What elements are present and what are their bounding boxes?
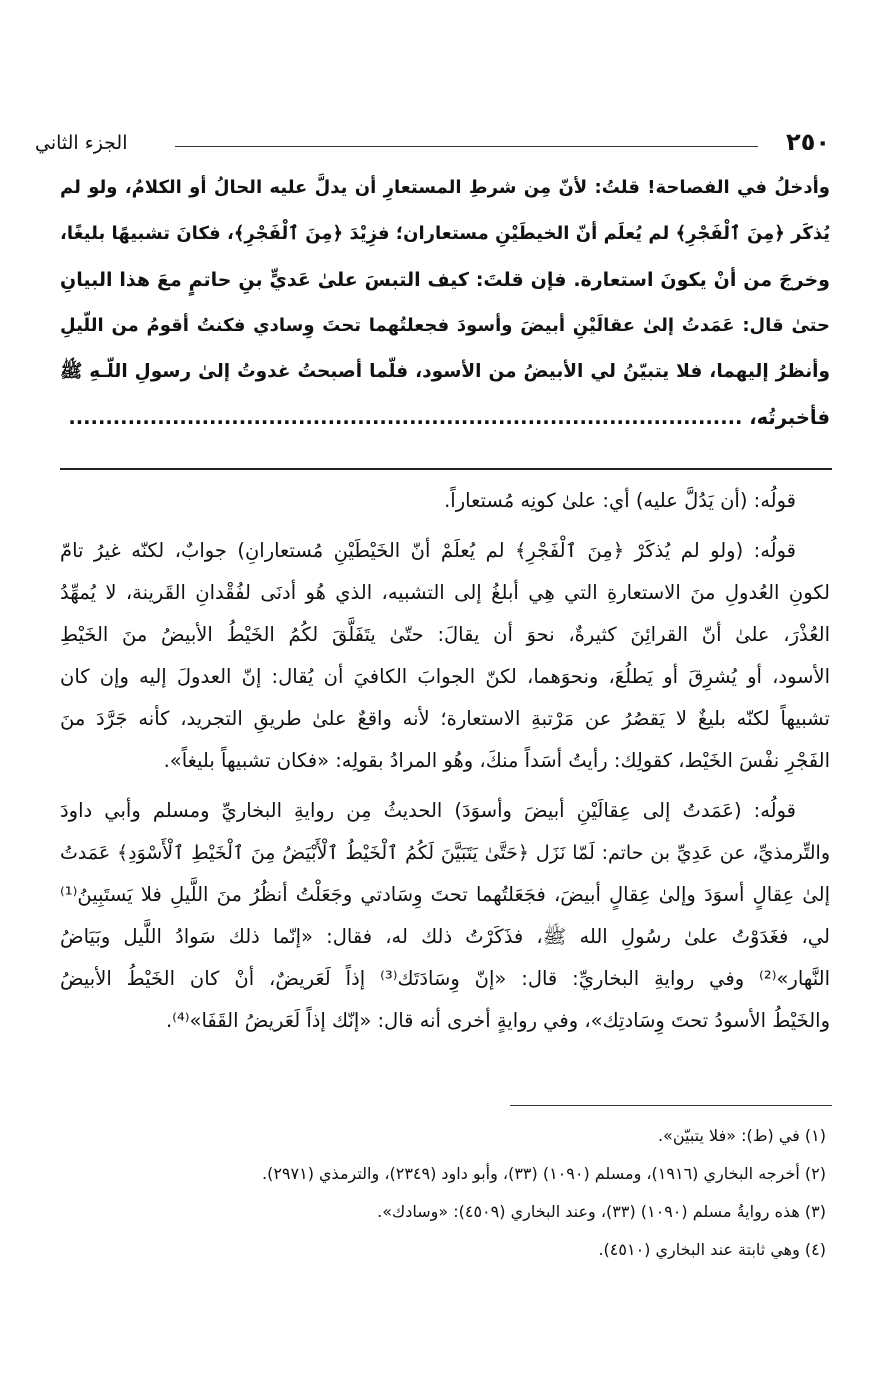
part-title: الجزء الثاني [35, 132, 128, 154]
footnotes [60, 1117, 830, 1269]
commentary-line: لكونِ العُدولِ منَ الاستعارةِ التي هِي أبلغُ إلى التشبيه، الذي هُو أدنَى لفُقْدانِ القَرينة، لا يُمهِّدُ [60, 581, 830, 604]
commentary-line: لي، فغَدَوْتُ علىٰ رسُولِ الله ﷺ، فذَكَرْتُ ذلك له، فقال: «إنّما ذلك سَوادُ اللَّيل وبَيَاضُ [60, 925, 830, 948]
running-header [35, 128, 830, 164]
main-line: يُذكَر ﴿مِنَ ٱلْفَجْرِ﴾ لم يُعلَم أنّ الخيطَيْنِ مستعاران؛ فزِيْدَ ﴿مِنَ ٱلْفَجْرِ﴾، فكانَ تشبيهًا بليغًا، [60, 223, 830, 244]
footnote: (٤) وهي ثابتة عند البخاري (٤٥١٠). [598, 1240, 826, 1259]
main-line: حتىٰ قال: عَمَدتُ إلىٰ عقالَيْنِ أبيضَ وأسودَ فجعلتُهما تحتَ وِسادي فكنتُ أقومُ من اللّيلِ [60, 315, 830, 336]
commentary-line: والخَيْطُ الأسودُ تحتَ وِسَادتِك»، وفي روايةٍ أخرى أنه قال: «إنّك إذاً لَعَريضُ القَفَا»⁽⁴⁾. [165, 1009, 830, 1032]
commentary-line: والتِّرمذيِّ، عن عَدِيِّ بن حاتم: لَمّا نَزَل ﴿حَتَّىٰ يَتَبَيَّنَ لَكُمُ ٱلْخَيْطُ ٱلْأَبْيَضُ مِنَ ٱلْخَيْطِ ٱلْأَسْوَدِ﴾ عَمَدتُ [60, 842, 830, 864]
commentary-line: إلىٰ عِقالٍ أسوَدَ وإلىٰ عِقالٍ أبيضَ، فجَعَلتُهما تحتَ وِسَادتي وجَعَلْتُ أنظُرُ منَ اللَّيلِ فلا يَستَبِينُ⁽¹⁾ [60, 883, 830, 906]
main-line: وخرجَ من أنْ يكونَ استعارة. فإن قلتَ: كيف التبسَ علىٰ عَديٍّ بنِ حاتمٍ معَ هذا البيانِ [60, 269, 830, 291]
commentary-line: الفَجْرِ نفْسَ الخَيْط، كقولِك: رأيتُ أسَداً منكَ، وهُو المرادُ بقولِه: «فكان تشبيهاً بليغاً». [163, 749, 830, 772]
header-rule [175, 146, 758, 147]
commentary-line: قولُه: (ولو لم يُذكَرْ ﴿مِنَ ٱلْفَجْرِ﴾ لم يُعلَمْ أنّ الخَيْطَيْنِ مُستعارانِ) جوابٌ، لكنّه غيرُ تامّ [60, 539, 796, 562]
page-number: ٢٥٠ [786, 128, 830, 156]
commentary-line: تشبيهاً لكنّه بليغٌ لا يَقصُرُ عن مَرْتبةِ الاستعارة؛ لأنه واقعٌ علىٰ طريقِ التجريد، كأنه جَرَّدَ منَ [60, 707, 830, 730]
commentary-line: الأسود، أو يُشرِقَ أو يَطلُعَ، ونحوَهما، لكنّ الجوابَ الكافيَ أن يُقال: إنّ العدولَ إليه وإن كان [60, 665, 830, 688]
footnote: (٢) أخرجه البخاري (١٩١٦)، ومسلم (١٠٩٠) (٣٣)، وأبو داود (٢٣٤٩)، والترمذي (٢٩٧١). [262, 1164, 826, 1183]
commentary-line: قولُه: (أن يَدُلَّ عليه) أي: علىٰ كونِه مُستعاراً. [444, 489, 796, 512]
main-text [60, 165, 830, 441]
commentary-line: قولُه: (عَمَدتُ إلى عِقالَيْنِ أبيضَ وأسوَدَ) الحديثُ مِن روايةِ البخاريِّ ومسلم وأبي داودَ [60, 799, 796, 822]
footnote: (٣) هذه روايةُ مسلم (١٠٩٠) (٣٣)، وعند البخاري (٤٥٠٩): «وسادك». [377, 1202, 826, 1221]
footnote: (١) في (ط): «فلا يتبيّن». [657, 1126, 826, 1145]
commentary-line: العُذْرَ، علىٰ أنّ القرائِنَ كثيرةٌ، نحوَ أن يقالَ: حتّىٰ يتَفَلَّقَ لكُمُ الخَيْطُ الأبيضُ منَ الخَيْطِ [60, 623, 830, 646]
commentary-line: النَّهار»⁽²⁾ وفي روايةِ البخاريِّ: قال: «إنّ وِسَادَتَك⁽³⁾ إذاً لَعَريضٌ، أنْ كان الخَيْطُ الأبيضُ [60, 967, 830, 990]
footnote-rule [510, 1105, 832, 1106]
main-line: وأدخلُ في الفصاحة! قلتُ: لأنّ مِن شرطِ المستعارِ أن يدلَّ عليه الحالُ أو الكلامُ، ولو لم [60, 177, 830, 198]
commentary [60, 480, 830, 1042]
main-line: فأخبرتُه، ........................................................................................... [68, 406, 830, 429]
main-commentary-separator [60, 468, 832, 470]
main-line: وأنظرُ إليهما، فلا يتبيّنُ لي الأبيضُ من الأسود، فلّما أصبحتُ غدوتُ إلىٰ رسولِ اللّـهِ ﷺ [60, 361, 830, 382]
